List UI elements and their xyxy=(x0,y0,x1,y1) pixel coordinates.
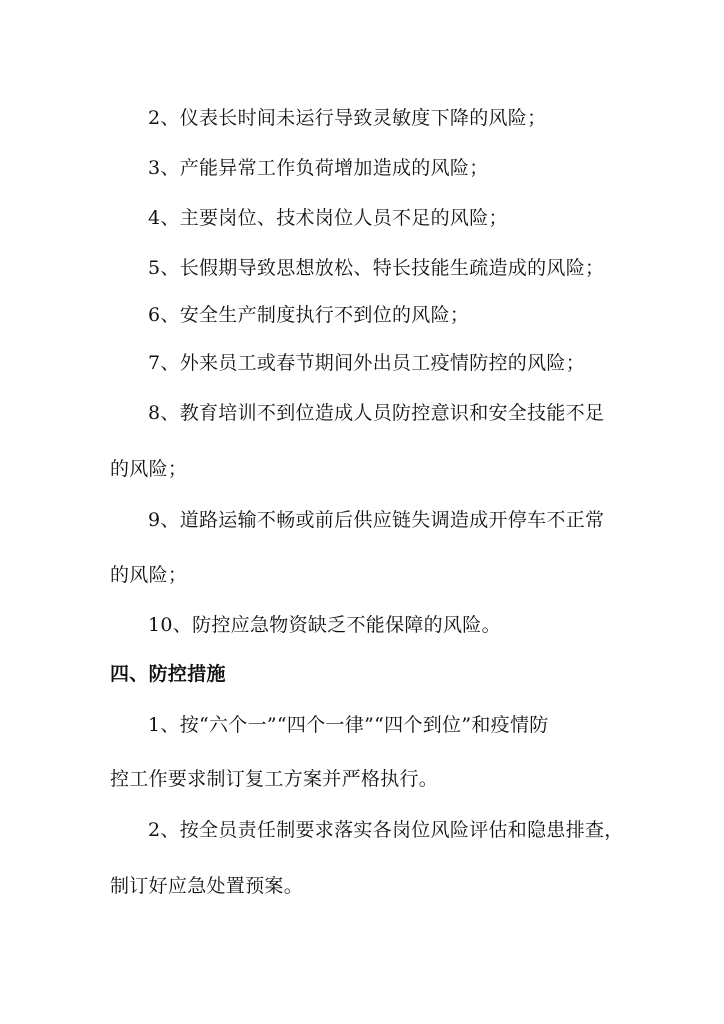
risk-item-2: 2、仪表长时间未运行导致灵敏度下降的风险； xyxy=(148,107,547,129)
measure-1-line1: 1、按“六个一”“四个一律”“四个到位”和疫情防 xyxy=(148,714,549,736)
risk-item-9-line1: 9、道路运输不畅或前后供应链失调造成开停车不正常 xyxy=(148,509,605,531)
risk-item-9-line2: 的风险； xyxy=(110,564,188,586)
measure-2-line2: 制订好应急处置预案。 xyxy=(110,875,304,897)
risk-item-4: 4、主要岗位、技术岗位人员不足的风险； xyxy=(148,207,508,229)
risk-item-7: 7、外来员工或春节期间外出员工疫情防控的风险； xyxy=(148,352,585,374)
risk-item-10: 10、防控应急物资缺乏不能保障的风险。 xyxy=(148,614,501,636)
risk-item-5: 5、长假期导致思想放松、特长技能生疏造成的风险； xyxy=(148,257,605,279)
risk-item-8-line2: 的风险； xyxy=(110,458,188,480)
risk-item-8-line1: 8、教育培训不到位造成人员防控意识和安全技能不足 xyxy=(148,402,605,424)
risk-item-3: 3、产能异常工作负荷增加造成的风险； xyxy=(148,157,489,179)
section-heading: 四、防控措施 xyxy=(110,663,226,685)
measure-2-line1: 2、按全员责任制要求落实各岗位风险评估和隐患排查， xyxy=(148,819,624,841)
risk-item-6: 6、安全生产制度执行不到位的风险； xyxy=(148,304,470,326)
measure-1-line2: 控工作要求制订复工方案并严格执行。 xyxy=(110,768,439,790)
